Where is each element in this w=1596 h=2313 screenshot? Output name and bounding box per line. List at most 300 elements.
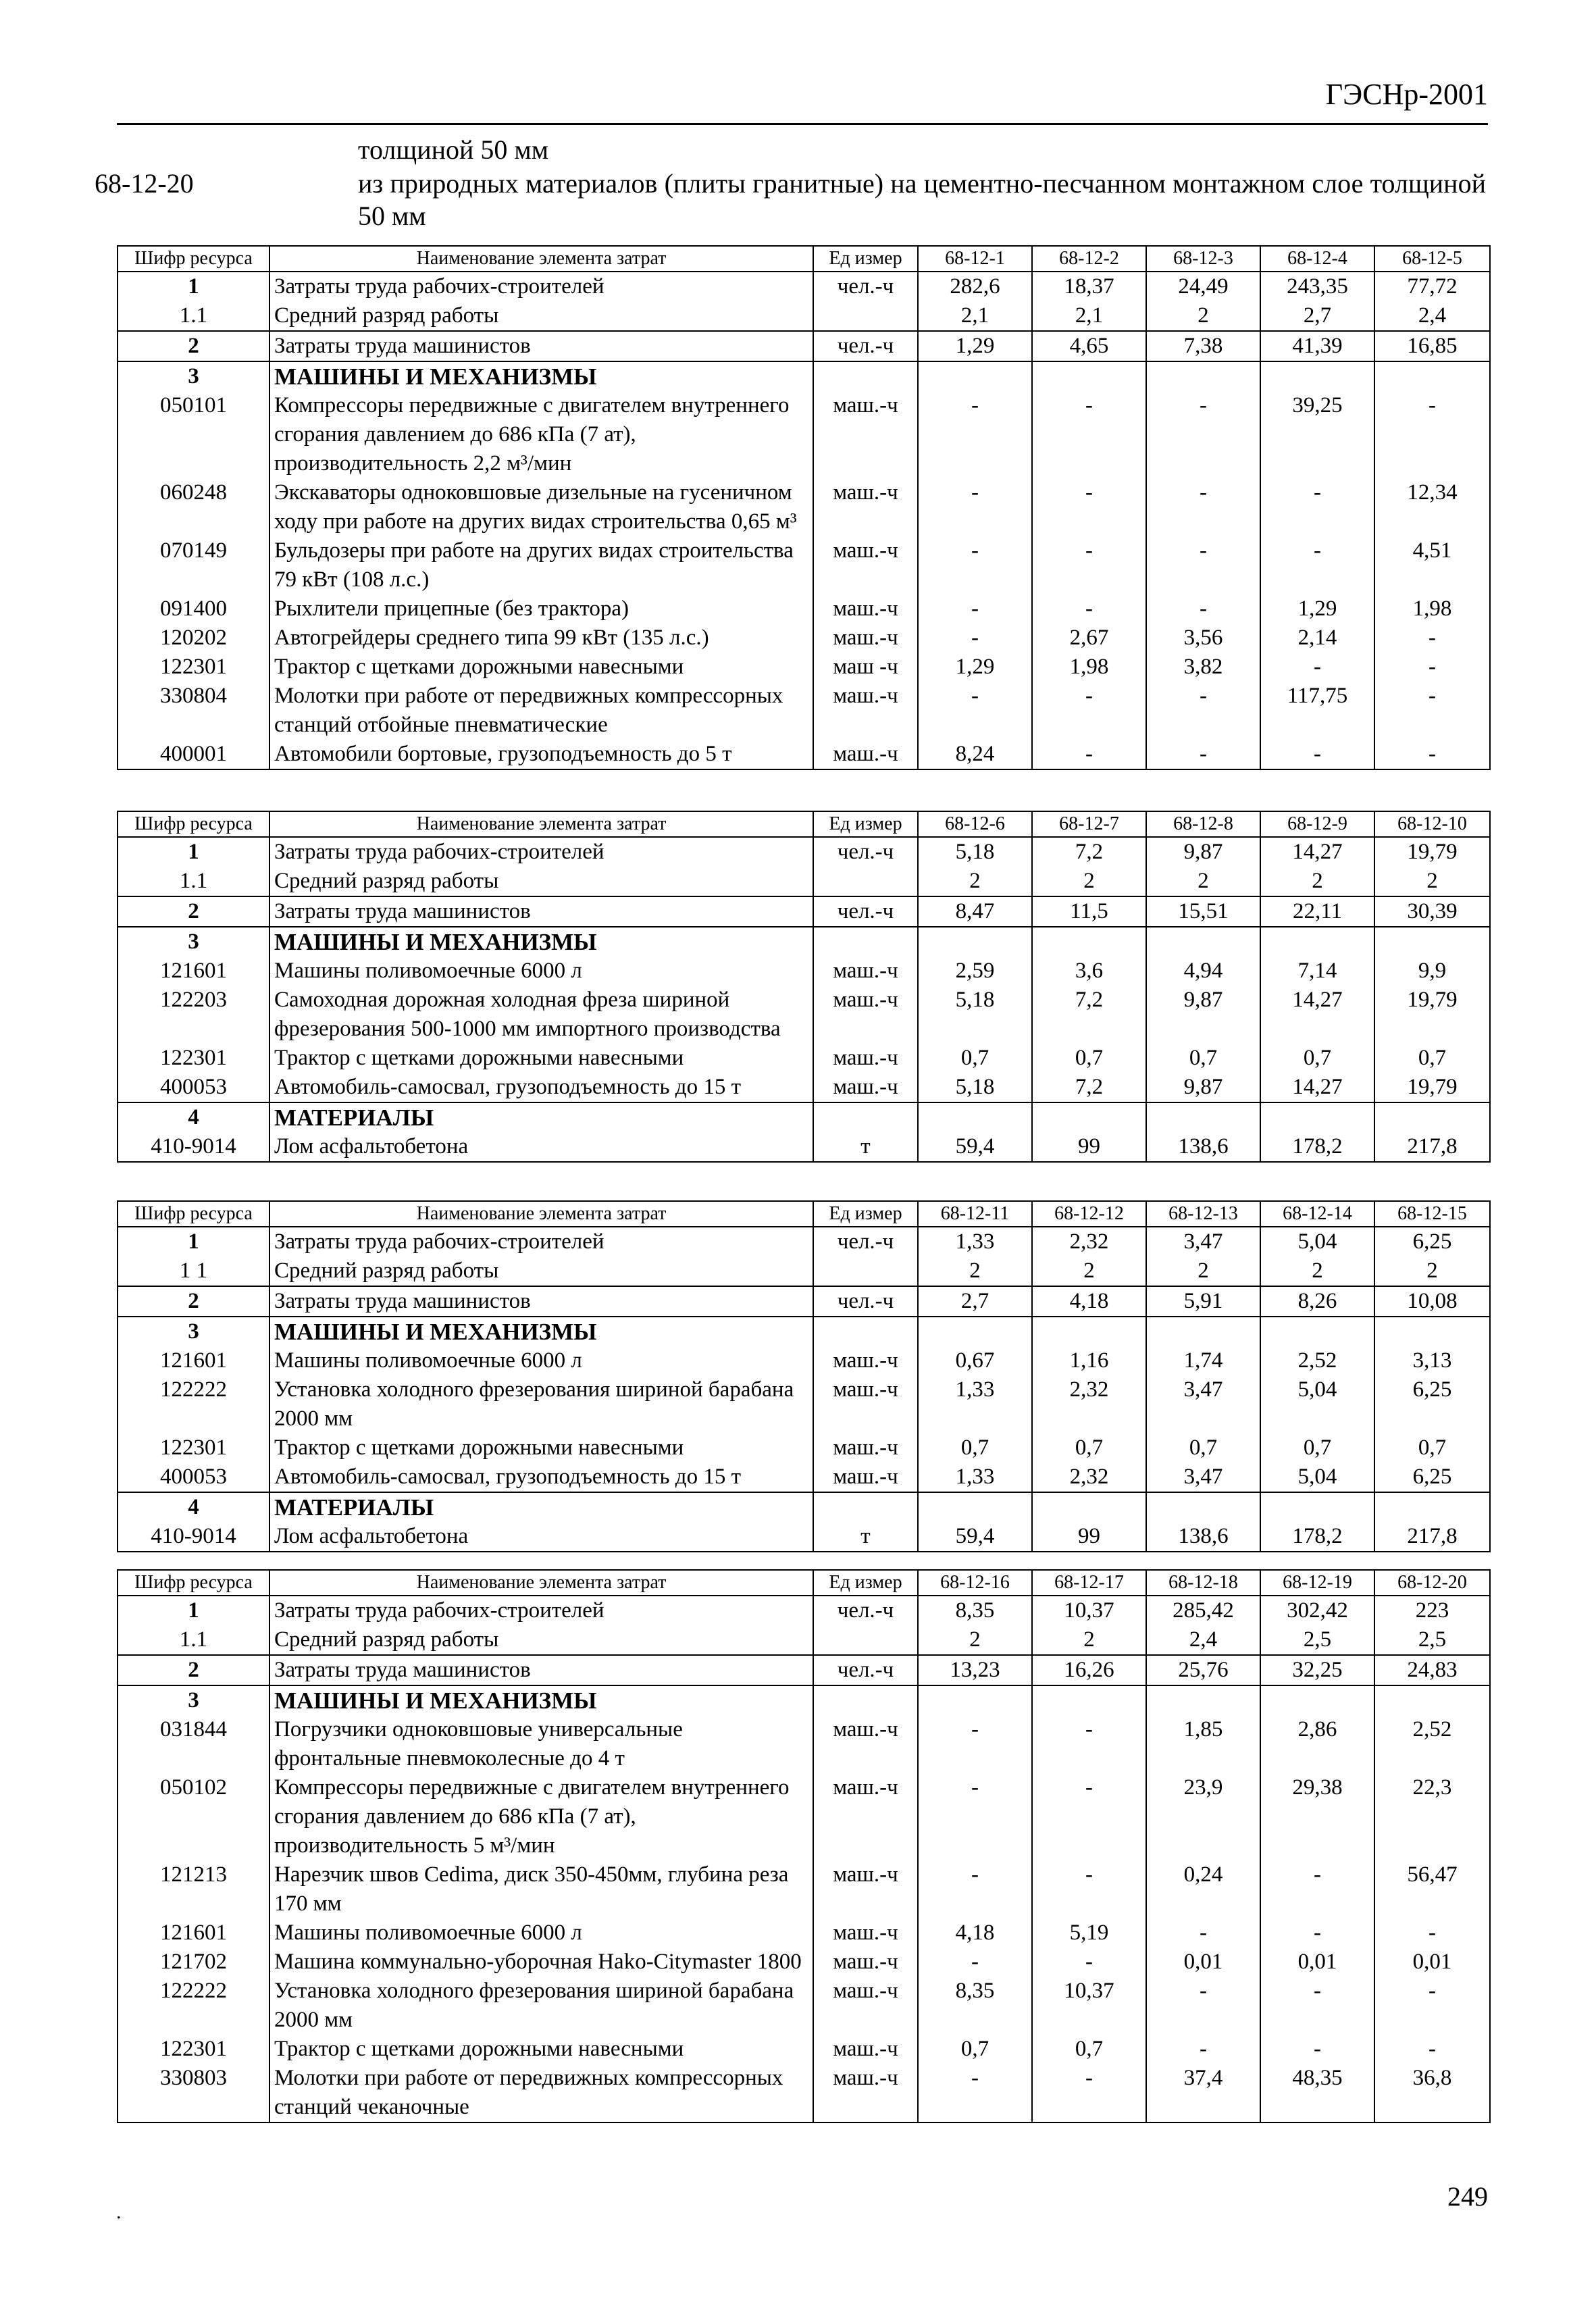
table-row [118, 896, 1490, 927]
col-header-unit: Ед измер [813, 811, 918, 837]
norm-value: 217,8 [1374, 1522, 1490, 1552]
resource-code: 120202 [118, 624, 269, 653]
norm-value [1374, 1685, 1490, 1715]
norm-value: 2,59 [918, 957, 1032, 986]
norm-value: 2,4 [1374, 301, 1490, 331]
norm-value: 8,35 [918, 1596, 1032, 1625]
norm-value: - [918, 1948, 1032, 1977]
norm-value: - [1260, 740, 1374, 769]
norm-value: - [1032, 682, 1146, 740]
table-row [118, 1433, 1490, 1463]
resource-name: МАШИНЫ И МЕХАНИЗМЫ [269, 1317, 813, 1346]
resource-code: 4 [118, 1102, 269, 1132]
norm-value: 12,34 [1374, 478, 1490, 536]
resource-code: 400053 [118, 1073, 269, 1102]
norm-value: 5,18 [918, 986, 1032, 1044]
col-header-norm: 68-12-11 [918, 1201, 1032, 1227]
norm-value [1374, 361, 1490, 391]
norm-value: 282,6 [918, 272, 1032, 301]
norm-value: 138,6 [1146, 1132, 1260, 1162]
norm-value [1146, 361, 1260, 391]
norm-value: 1,33 [918, 1375, 1032, 1433]
col-header-norm: 68-12-13 [1146, 1201, 1260, 1227]
norm-value [1146, 1492, 1260, 1522]
resource-unit: чел.-ч [813, 896, 918, 927]
norm-value: 10,08 [1374, 1286, 1490, 1317]
group-heading-row [118, 1492, 1490, 1522]
norm-value: - [1146, 1977, 1260, 2035]
resource-code: 122203 [118, 986, 269, 1044]
norm-value: - [918, 2064, 1032, 2123]
resource-name: Затраты труда машинистов [269, 896, 813, 927]
resource-name: Компрессоры передвижные с двигателем внутреннего сгорания давлением до 686 кПа (7 ат), производительность 5 м³/мин [269, 1773, 813, 1860]
norm-value: 1,29 [918, 331, 1032, 361]
norm-value: 7,14 [1260, 957, 1374, 986]
resource-name: Установка холодного фрезерования шириной барабана 2000 мм [269, 1977, 813, 2035]
resource-unit: маш.-ч [813, 740, 918, 769]
norm-value: 3,56 [1146, 624, 1260, 653]
norm-value [918, 927, 1032, 957]
norm-value: - [1260, 478, 1374, 536]
resource-table-2 [117, 811, 1491, 1163]
header-row [118, 1201, 1490, 1227]
norm-value: 19,79 [1374, 986, 1490, 1044]
resource-unit: маш.-ч [813, 624, 918, 653]
norm-value: 19,79 [1374, 1073, 1490, 1102]
resource-code: 122222 [118, 1375, 269, 1433]
resource-name: Автомобиль-самосвал, грузоподъемность до 15 т [269, 1073, 813, 1102]
norm-value: 2 [1032, 1625, 1146, 1655]
resource-code: 070149 [118, 536, 269, 594]
norm-value: - [1260, 1977, 1374, 2035]
table-row [118, 1948, 1490, 1977]
table-row [118, 1286, 1490, 1317]
table-row [118, 1715, 1490, 1773]
resource-name: Средний разряд работы [269, 867, 813, 896]
norm-value: 0,7 [1260, 1433, 1374, 1463]
resource-name: Машины поливомоечные 6000 л [269, 957, 813, 986]
resource-name: Автомобиль-самосвал, грузоподъемность до 15 т [269, 1463, 813, 1492]
resource-code: 2 [118, 1655, 269, 1685]
col-header-norm: 68-12-10 [1374, 811, 1490, 837]
norm-value: - [1260, 1860, 1374, 1918]
norm-value: - [1032, 1773, 1146, 1860]
table-row [118, 1256, 1490, 1286]
norm-value: 0,7 [918, 1044, 1032, 1073]
table-row [118, 1918, 1490, 1948]
norm-value: - [1146, 682, 1260, 740]
norm-value: 178,2 [1260, 1132, 1374, 1162]
resource-unit: маш.-ч [813, 1073, 918, 1102]
resource-name: Машины поливомоечные 6000 л [269, 1346, 813, 1375]
norm-value: 3,6 [1032, 957, 1146, 986]
col-header-code: Шифр ресурса [118, 1201, 269, 1227]
norm-value: 30,39 [1374, 896, 1490, 927]
resource-unit [813, 867, 918, 896]
resource-name: Затраты труда машинистов [269, 1286, 813, 1317]
table-row [118, 478, 1490, 536]
col-header-norm: 68-12-19 [1260, 1570, 1374, 1596]
document-header [0, 0, 1596, 284]
norm-value: 243,35 [1260, 272, 1374, 301]
resource-unit: чел.-ч [813, 837, 918, 867]
resource-name: Погрузчики одноковшовые универсальные фронтальные пневмоколесные до 4 т [269, 1715, 813, 1773]
norm-value: - [918, 1773, 1032, 1860]
norm-value [1032, 1685, 1146, 1715]
norm-value: 4,51 [1374, 536, 1490, 594]
resource-code: 3 [118, 927, 269, 957]
norm-value: 0,24 [1146, 1860, 1260, 1918]
resource-name: Средний разряд работы [269, 301, 813, 331]
norm-value [1260, 1492, 1374, 1522]
norm-value [918, 1317, 1032, 1346]
table-body [118, 272, 1490, 769]
norm-value: 4,18 [918, 1918, 1032, 1948]
resource-unit: маш.-ч [813, 1977, 918, 2035]
norm-value: 2 [918, 1625, 1032, 1655]
table-header [118, 246, 1490, 272]
table-header [118, 1570, 1490, 1596]
resource-code: 2 [118, 1286, 269, 1317]
table-row [118, 837, 1490, 867]
norm-value: 24,49 [1146, 272, 1260, 301]
resource-unit [813, 1625, 918, 1655]
norm-value: - [918, 391, 1032, 478]
document-code: ГЭСНр-2001 [1325, 78, 1488, 111]
norm-value: 7,2 [1032, 986, 1146, 1044]
resource-unit [813, 1102, 918, 1132]
table-row [118, 391, 1490, 478]
resource-code: 1 [118, 272, 269, 301]
norm-value: 2,32 [1032, 1463, 1146, 1492]
resource-unit [813, 1317, 918, 1346]
resource-unit: маш.-ч [813, 536, 918, 594]
stray-mark: . [116, 2201, 122, 2223]
header-row [118, 811, 1490, 837]
norm-value: 9,87 [1146, 1073, 1260, 1102]
norm-value: 3,82 [1146, 653, 1260, 682]
norm-value: 3,13 [1374, 1346, 1490, 1375]
resource-code: 122301 [118, 1433, 269, 1463]
norm-value: - [1032, 594, 1146, 624]
resource-code: 121601 [118, 1346, 269, 1375]
norm-value: 22,3 [1374, 1773, 1490, 1860]
norm-value: - [1032, 391, 1146, 478]
table-header [118, 1201, 1490, 1227]
norm-value: - [1374, 2035, 1490, 2064]
norm-value: - [1374, 624, 1490, 653]
norm-value: - [1146, 536, 1260, 594]
resource-unit: маш.-ч [813, 2064, 918, 2123]
norm-value: 77,72 [1374, 272, 1490, 301]
norm-value: - [1146, 2035, 1260, 2064]
norm-value: 1,33 [918, 1227, 1032, 1256]
table-row [118, 2064, 1490, 2123]
norm-value: 3,47 [1146, 1463, 1260, 1492]
col-header-norm: 68-12-9 [1260, 811, 1374, 837]
resource-name: Средний разряд работы [269, 1256, 813, 1286]
resource-unit: маш.-ч [813, 1375, 918, 1433]
resource-unit: чел.-ч [813, 1655, 918, 1685]
col-header-name: Наименование элемента затрат [269, 1201, 813, 1227]
table-row [118, 2035, 1490, 2064]
resource-code: 1 [118, 837, 269, 867]
table-row [118, 1375, 1490, 1433]
norm-value: 48,35 [1260, 2064, 1374, 2123]
resource-unit [813, 1492, 918, 1522]
resource-unit: маш.-ч [813, 1860, 918, 1918]
table-row [118, 682, 1490, 740]
norm-value: 3,47 [1146, 1227, 1260, 1256]
norm-value [1374, 1102, 1490, 1132]
norm-value: 2 [918, 867, 1032, 896]
norm-value: 2,7 [918, 1286, 1032, 1317]
resource-code: 031844 [118, 1715, 269, 1773]
resource-name: Трактор с щетками дорожными навесными [269, 653, 813, 682]
col-header-norm: 68-12-2 [1032, 246, 1146, 272]
resource-unit: чел.-ч [813, 1596, 918, 1625]
norm-value: - [1374, 391, 1490, 478]
norm-value: 14,27 [1260, 986, 1374, 1044]
norm-value [1260, 927, 1374, 957]
col-header-norm: 68-12-16 [918, 1570, 1032, 1596]
norm-value [1260, 361, 1374, 391]
col-header-name: Наименование элемента затрат [269, 1570, 813, 1596]
resource-code: 330804 [118, 682, 269, 740]
norm-value: 2 [1146, 867, 1260, 896]
col-header-name: Наименование элемента затрат [269, 811, 813, 837]
group-heading-row [118, 1685, 1490, 1715]
resource-name: Затраты труда машинистов [269, 331, 813, 361]
norm-value: 2,1 [918, 301, 1032, 331]
col-header-norm: 68-12-1 [918, 246, 1032, 272]
norm-value: - [1374, 740, 1490, 769]
resource-name: Нарезчик швов Cedima, диск 350-450мм, глубина реза 170 мм [269, 1860, 813, 1918]
resource-unit: маш.-ч [813, 1948, 918, 1977]
norm-value: 3,47 [1146, 1375, 1260, 1433]
norm-value: 2,5 [1260, 1625, 1374, 1655]
norm-value: 2 [1032, 867, 1146, 896]
norm-value [918, 361, 1032, 391]
resource-name: Бульдозеры при работе на других видах строительства 79 кВт (108 л.с.) [269, 536, 813, 594]
norm-value: 0,7 [1032, 1433, 1146, 1463]
resource-code: 2 [118, 331, 269, 361]
col-header-norm: 68-12-18 [1146, 1570, 1260, 1596]
table-row [118, 1346, 1490, 1375]
table-body [118, 837, 1490, 1162]
norm-value [1032, 1102, 1146, 1132]
col-header-norm: 68-12-12 [1032, 1201, 1146, 1227]
norm-value: - [1032, 2064, 1146, 2123]
norm-value: 99 [1032, 1132, 1146, 1162]
resource-name: Самоходная дорожная холодная фреза шириной фрезерования 500-1000 мм импортного производства [269, 986, 813, 1044]
table-row [118, 1132, 1490, 1162]
resource-code: 4 [118, 1492, 269, 1522]
resource-name: Затраты труда рабочих-строителей [269, 1227, 813, 1256]
norm-value: 0,7 [1146, 1044, 1260, 1073]
norm-value [1146, 1685, 1260, 1715]
table-body [118, 1227, 1490, 1552]
col-header-name: Наименование элемента затрат [269, 246, 813, 272]
norm-value: 8,26 [1260, 1286, 1374, 1317]
norm-value: - [1032, 1948, 1146, 1977]
norm-value: 2 [1032, 1256, 1146, 1286]
resource-table-4 [117, 1569, 1491, 2123]
resource-code: 121213 [118, 1860, 269, 1918]
group-heading-row [118, 1317, 1490, 1346]
resource-name: МАШИНЫ И МЕХАНИЗМЫ [269, 927, 813, 957]
norm-value: - [1374, 682, 1490, 740]
norm-value: 9,87 [1146, 986, 1260, 1044]
norm-value [1146, 1317, 1260, 1346]
norm-value: 302,42 [1260, 1596, 1374, 1625]
norm-value: 29,38 [1260, 1773, 1374, 1860]
resource-name: МАТЕРИАЛЫ [269, 1102, 813, 1132]
norm-value: - [1260, 2035, 1374, 2064]
norm-value [918, 1102, 1032, 1132]
norm-value: 25,76 [1146, 1655, 1260, 1685]
resource-unit [813, 927, 918, 957]
norm-value: 5,91 [1146, 1286, 1260, 1317]
norm-value [1146, 1102, 1260, 1132]
table-row [118, 536, 1490, 594]
resource-code: 121601 [118, 1918, 269, 1948]
resource-code: 1.1 [118, 867, 269, 896]
norm-value: 5,04 [1260, 1463, 1374, 1492]
norm-value: 32,25 [1260, 1655, 1374, 1685]
resource-name: МАШИНЫ И МЕХАНИЗМЫ [269, 361, 813, 391]
norm-value [1032, 927, 1146, 957]
norm-value: - [1146, 478, 1260, 536]
resource-unit: маш.-ч [813, 682, 918, 740]
resource-code: 050102 [118, 1773, 269, 1860]
resource-unit: маш.-ч [813, 986, 918, 1044]
norm-value: 7,38 [1146, 331, 1260, 361]
norm-value: 0,01 [1374, 1948, 1490, 1977]
continued-title-line: толщиной 50 мм [358, 134, 549, 165]
norm-value: 2 [1146, 301, 1260, 331]
resource-code: 400053 [118, 1463, 269, 1492]
resource-code: 3 [118, 1317, 269, 1346]
col-header-norm: 68-12-14 [1260, 1201, 1374, 1227]
norm-value [1374, 1492, 1490, 1522]
col-header-norm: 68-12-8 [1146, 811, 1260, 837]
norm-value: 59,4 [918, 1132, 1032, 1162]
norm-value: 2,7 [1260, 301, 1374, 331]
norm-value: 36,8 [1374, 2064, 1490, 2123]
norm-value: - [918, 536, 1032, 594]
header-row [118, 246, 1490, 272]
table-row [118, 957, 1490, 986]
norm-value: 5,18 [918, 1073, 1032, 1102]
col-header-norm: 68-12-6 [918, 811, 1032, 837]
norm-value: - [1032, 1860, 1146, 1918]
resource-unit: маш -ч [813, 653, 918, 682]
resource-code: 091400 [118, 594, 269, 624]
resource-code: 410-9014 [118, 1132, 269, 1162]
norm-value: - [918, 682, 1032, 740]
table-body [118, 1596, 1490, 2123]
norm-value: 2 [918, 1256, 1032, 1286]
norm-value: 2,52 [1260, 1346, 1374, 1375]
table-header [118, 811, 1490, 837]
resource-code: 330803 [118, 2064, 269, 2123]
resource-code: 3 [118, 1685, 269, 1715]
resource-name: Лом асфальтобетона [269, 1522, 813, 1552]
norm-value: - [1260, 536, 1374, 594]
resource-unit: чел.-ч [813, 331, 918, 361]
norm-value: 8,47 [918, 896, 1032, 927]
resource-code: 3 [118, 361, 269, 391]
norm-value: 23,9 [1146, 1773, 1260, 1860]
resource-unit: чел.-ч [813, 1286, 918, 1317]
norm-value: 0,7 [1032, 2035, 1146, 2064]
norm-value: 0,7 [1146, 1433, 1260, 1463]
norm-value: 0,01 [1146, 1948, 1260, 1977]
norm-value: - [1374, 653, 1490, 682]
table-row [118, 1463, 1490, 1492]
norm-value: 217,8 [1374, 1132, 1490, 1162]
resource-name: Автомобили бортовые, грузоподъемность до 5 т [269, 740, 813, 769]
norm-value: - [1260, 1918, 1374, 1948]
norm-value: - [1146, 1918, 1260, 1948]
resource-name: Затраты труда машинистов [269, 1655, 813, 1685]
norm-value [918, 1492, 1032, 1522]
table-row [118, 331, 1490, 361]
resource-code: 1 1 [118, 1256, 269, 1286]
resource-table-3 [117, 1200, 1491, 1552]
norm-value: 0,7 [918, 1433, 1032, 1463]
norm-value [1032, 361, 1146, 391]
col-header-unit: Ед измер [813, 1570, 918, 1596]
norm-value: 2,32 [1032, 1375, 1146, 1433]
norm-value: - [1032, 740, 1146, 769]
norm-value: - [1374, 1977, 1490, 2035]
resource-name: Затраты труда рабочих-строителей [269, 272, 813, 301]
resource-unit: маш.-ч [813, 1433, 918, 1463]
resource-name: Трактор с щетками дорожными навесными [269, 1433, 813, 1463]
group-heading-row [118, 1102, 1490, 1132]
section-title: из природных материалов (плиты гранитные) на цементно-песчанном монтажном слое толщиной 50 мм [358, 168, 1486, 231]
norm-value: 13,23 [918, 1655, 1032, 1685]
norm-value: 18,37 [1032, 272, 1146, 301]
resource-code: 400001 [118, 740, 269, 769]
norm-value: 2,5 [1374, 1625, 1490, 1655]
norm-value: 16,26 [1032, 1655, 1146, 1685]
table-row [118, 1655, 1490, 1685]
table-row [118, 272, 1490, 301]
norm-value: 0,7 [1374, 1044, 1490, 1073]
norm-value: 16,85 [1374, 331, 1490, 361]
norm-value: 4,65 [1032, 331, 1146, 361]
table-row [118, 1977, 1490, 2035]
resource-code: 410-9014 [118, 1522, 269, 1552]
norm-value: 2 [1374, 1256, 1490, 1286]
header-divider [117, 123, 1488, 125]
norm-value: 5,04 [1260, 1375, 1374, 1433]
resource-name: МАТЕРИАЛЫ [269, 1492, 813, 1522]
resource-unit: маш.-ч [813, 2035, 918, 2064]
resource-unit: маш.-ч [813, 478, 918, 536]
resource-code: 1 [118, 1596, 269, 1625]
resource-code: 1 [118, 1227, 269, 1256]
norm-value: 5,04 [1260, 1227, 1374, 1256]
resource-name: Машина коммунально-уборочная Hako-Citymaster 1800 [269, 1948, 813, 1977]
norm-value: 5,19 [1032, 1918, 1146, 1948]
resource-name: Средний разряд работы [269, 1625, 813, 1655]
norm-value [1032, 1492, 1146, 1522]
resource-name: Лом асфальтобетона [269, 1132, 813, 1162]
